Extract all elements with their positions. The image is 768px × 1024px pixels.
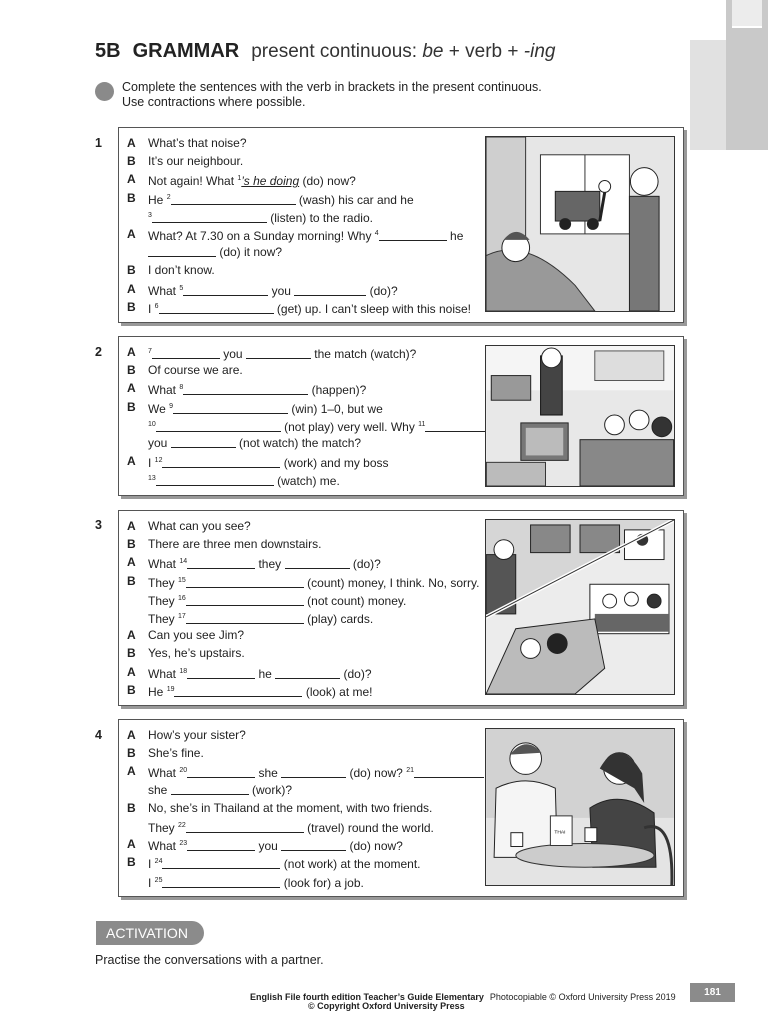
gap-number: 6 [154, 302, 159, 310]
activation-text: Practise the conversations with a partner. [95, 953, 324, 967]
dialogue-line: A What can you see? [127, 517, 482, 535]
speaker-label: A [127, 226, 136, 241]
dialogue-line: (do) it now? [127, 243, 482, 261]
speaker-label [127, 207, 148, 225]
gap-number: 9 [169, 402, 174, 410]
answer-blank[interactable] [171, 193, 296, 205]
answer-blank[interactable] [152, 347, 220, 359]
answer-blank[interactable] [281, 766, 346, 778]
speaker-label: B [127, 682, 136, 697]
exercise-number: 1 [95, 136, 102, 150]
dialogue-line: A What $^5$ you (do)? [127, 281, 398, 298]
example-answer: ’s he doing [241, 174, 300, 189]
exercise-box-2 [118, 336, 684, 496]
illustration-office-match [485, 345, 675, 487]
dialogue-line: A What’s that noise? [127, 134, 482, 152]
speaker-label: A [127, 136, 136, 150]
speaker-label: B [127, 263, 136, 278]
dialogue-line: A What $^{18}$ he (do)? [127, 664, 372, 681]
footer-book-title: English File fourth edition Teacher’s Guide Elementary [250, 992, 484, 1002]
dialogue-line: A $^7$ you the match (watch)? [127, 345, 417, 361]
speaker-label: B [127, 646, 136, 661]
instruction-line-2: Use contractions where possible. [122, 95, 306, 109]
book-label: THAI [554, 830, 566, 836]
dialogue-line: A Not again! What $^1$’s he doing (do) now? [127, 172, 356, 189]
unit-code: 5B [95, 40, 121, 62]
answer-blank[interactable] [285, 557, 350, 569]
dialogue-line: B Of course we are. [127, 361, 482, 379]
dialogue [127, 134, 482, 316]
speaker-label: A [127, 728, 136, 742]
dialogue [127, 517, 482, 699]
answer-blank[interactable] [162, 876, 280, 888]
gap-number: 13 [148, 475, 156, 483]
dialogue-line: B I $^6$ (get) up. I can’t sleep with this noise! [127, 299, 472, 316]
answer-blank[interactable] [148, 245, 216, 257]
dialogue-line: They $^{17}$ (play) cards. [127, 608, 482, 626]
dialogue-line: They $^{22}$ (travel) round the world. [127, 817, 482, 835]
illustration-noisy-neighbour [485, 136, 675, 312]
dialogue-line: A What $^{14}$ they (do)? [127, 555, 381, 572]
footer-photocopiable: Photocopiable © Oxford University Press 2019 [489, 992, 676, 1002]
exercise-number: 3 [95, 518, 102, 532]
gap-number: 18 [179, 667, 188, 675]
answer-blank[interactable] [414, 766, 484, 778]
exercise-box-1 [118, 127, 684, 323]
footer-copyright: © Copyright Oxford University Press [308, 1001, 465, 1011]
dialogue-line: B He $^2$ (wash) his car and he [127, 190, 414, 207]
speaker-label [127, 608, 148, 626]
corner-decoration [690, 0, 768, 150]
dialogue-line: B I don’t know. [127, 261, 482, 279]
dialogue-line: B We $^9$ (win) 1–0, but we [127, 399, 383, 416]
gap-number: 17 [178, 612, 186, 620]
speaker-label: A [127, 281, 136, 296]
speaker-label: A [127, 519, 136, 533]
illustration-building-cards [485, 519, 675, 695]
answer-blank[interactable] [173, 402, 288, 414]
gap-number: 2 [166, 193, 171, 201]
dialogue-line: B I $^{24}$ (not work) at the moment. [127, 855, 421, 872]
dialogue [127, 726, 482, 890]
speaker-label: A [127, 764, 136, 779]
dialogue-line: A Can you see Jim? [127, 626, 482, 644]
section-subtitle: present continuous: be + verb + -ing [251, 41, 556, 62]
instructions [95, 80, 542, 110]
gap-number: 5 [179, 284, 184, 292]
dialogue-line: I $^{25}$ (look for) a job. [127, 872, 482, 890]
gap-number: 1 [237, 175, 242, 183]
answer-blank[interactable] [183, 284, 268, 296]
exercise-number: 4 [95, 728, 102, 742]
dialogue-line: $^{10}$ (not play) very well. Why $^{11}$ [127, 416, 482, 434]
answer-blank[interactable] [171, 436, 236, 448]
speaker-label: B [127, 537, 136, 552]
answer-blank[interactable] [171, 783, 249, 795]
illustration-cafe-friends [485, 728, 675, 886]
dialogue-line: B Yes, he’s upstairs. [127, 644, 482, 662]
speaker-label [127, 416, 148, 434]
gap-number: 12 [154, 457, 163, 465]
speaker-label [127, 243, 148, 261]
dialogue-line: B They $^{15}$ (count) money, I think. No, sorry. [127, 573, 480, 590]
dialogue [127, 343, 482, 489]
exercise-box-3 [118, 510, 684, 706]
gap-number: 11 [418, 420, 426, 428]
gap-number: 16 [178, 594, 186, 602]
dialogue-line: A I $^{12}$ (work) and my boss [127, 454, 389, 471]
answer-blank[interactable] [183, 383, 308, 395]
speaker-label: A [127, 381, 136, 396]
speaker-label: B [127, 363, 136, 378]
exercise-number: 2 [95, 345, 102, 359]
dialogue-line: They $^{16}$ (not count) money. [127, 590, 482, 608]
answer-blank[interactable] [159, 302, 274, 314]
answer-blank[interactable] [156, 474, 274, 486]
answer-blank[interactable] [152, 211, 267, 223]
dialogue-line: A How’s your sister? [127, 726, 482, 744]
dialogue-line: B It’s our neighbour. [127, 152, 482, 170]
gap-number: 3 [148, 211, 152, 219]
answer-blank[interactable] [156, 420, 281, 432]
dialogue-line: A What? At 7.30 on a Sunday morning! Why $^4$ he [127, 226, 464, 243]
speaker-label [127, 872, 148, 890]
bullet-icon [95, 82, 114, 101]
speaker-label [127, 817, 148, 835]
dialogue-line: B No, she’s in Thailand at the moment, with two friends. [127, 799, 482, 817]
gap-number: 4 [374, 229, 379, 237]
gap-number: 10 [148, 420, 156, 428]
gap-number: 19 [166, 685, 175, 693]
gap-number: 14 [179, 558, 188, 566]
gap-number: 8 [179, 384, 184, 392]
speaker-label: A [127, 454, 136, 469]
answer-blank[interactable] [294, 284, 366, 296]
dialogue-line: B She’s fine. [127, 744, 482, 762]
speaker-label: A [127, 837, 136, 852]
answer-blank[interactable] [174, 685, 302, 697]
speaker-label: A [127, 345, 136, 359]
gap-number: 7 [148, 348, 152, 355]
dialogue-line: B He $^{19}$ (look) at me! [127, 682, 373, 699]
activation-label: ACTIVATION [96, 921, 204, 945]
speaker-label: B [127, 800, 136, 815]
answer-blank[interactable] [186, 612, 304, 624]
answer-blank[interactable] [162, 857, 280, 869]
dialogue-line: she (work)? [127, 781, 482, 799]
gap-number: 15 [178, 576, 186, 584]
answer-blank[interactable] [187, 766, 255, 778]
speaker-label: B [127, 399, 136, 414]
dialogue-line: B There are three men downstairs. [127, 535, 482, 553]
dialogue-line: $^3$ (listen) to the radio. [127, 207, 482, 225]
answer-blank[interactable] [187, 667, 255, 679]
gap-number: 23 [179, 840, 188, 848]
speaker-label [127, 470, 148, 488]
gap-number: 22 [178, 821, 186, 829]
page-number: 181 [690, 983, 735, 1002]
answer-blank[interactable] [275, 667, 340, 679]
dialogue-line: A What $^{23}$ you (do) now? [127, 837, 403, 854]
speaker-label: A [127, 555, 136, 570]
gap-number: 21 [406, 767, 414, 775]
answer-blank[interactable] [187, 839, 255, 851]
answer-blank[interactable] [187, 557, 255, 569]
page-title [95, 40, 555, 63]
exercise-box-4 [118, 719, 684, 897]
speaker-label: B [127, 190, 136, 205]
dialogue-line: $^{13}$ (watch) me. [127, 470, 482, 488]
dialogue-line: you (not watch) the match? [127, 434, 482, 452]
speaker-label: A [127, 172, 136, 187]
speaker-label: B [127, 746, 136, 761]
speaker-label: B [127, 855, 136, 870]
speaker-label: B [127, 299, 136, 314]
speaker-label: A [127, 628, 136, 643]
answer-blank[interactable] [281, 839, 346, 851]
speaker-label: A [127, 664, 136, 679]
speaker-label [127, 781, 148, 799]
speaker-label [127, 434, 148, 452]
answer-blank[interactable] [186, 821, 304, 833]
dialogue-line: A What $^8$ (happen)? [127, 381, 367, 398]
speaker-label: B [127, 154, 136, 169]
answer-blank[interactable] [186, 576, 304, 588]
answer-blank[interactable] [379, 229, 447, 241]
gap-number: 20 [179, 767, 188, 775]
dialogue-line: A What $^{20}$ she (do) now? $^{21}$ [127, 762, 482, 780]
instruction-line-1: Complete the sentences with the verb in brackets in the present continuous. [122, 80, 542, 94]
answer-blank[interactable] [246, 347, 311, 359]
answer-blank[interactable] [186, 594, 304, 606]
gap-number: 25 [154, 876, 163, 884]
speaker-label: B [127, 573, 136, 588]
gap-number: 24 [154, 858, 163, 866]
answer-blank[interactable] [162, 456, 280, 468]
section-keyword: GRAMMAR [132, 40, 240, 62]
speaker-label [127, 590, 148, 608]
